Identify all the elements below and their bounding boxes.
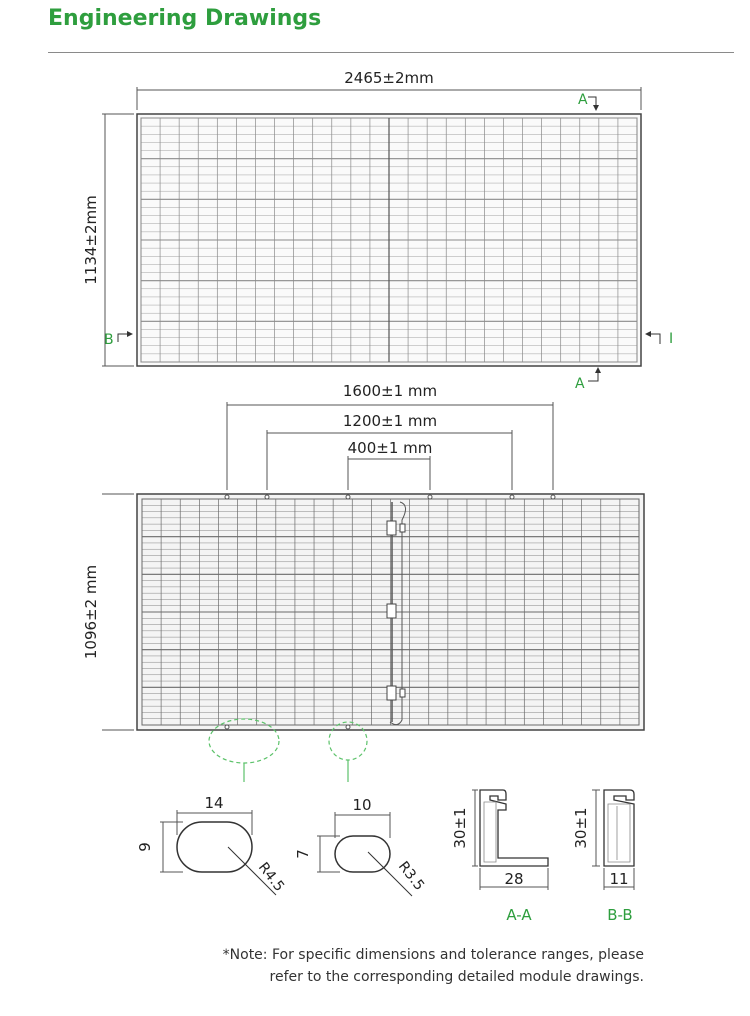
back-height-dimension: 1096±2 mm [82,564,100,660]
back-dimension-middle: 1200±1 mm [342,412,438,430]
section-right-label: I [669,331,674,347]
section-b-label: B [104,332,114,348]
section-a-bottom-label: A [575,376,585,392]
hole-large-width: 14 [204,794,224,812]
section-aa-height: 30±1 [451,807,469,849]
back-dimension-outer: 1600±1 mm [342,382,438,400]
back-view-panel [82,382,644,782]
hole-small-radius: R3.5 [394,858,428,894]
front-view-panel [82,69,673,392]
junction-box-bottom [387,686,396,700]
section-bb-label: B-B [607,906,633,924]
section-bb-width: 11 [609,870,629,888]
front-width-dimension: 2465±2mm [344,69,434,87]
section-a-top-label: A [578,92,588,108]
section-aa [451,790,548,924]
footnote [164,944,644,988]
section-bb-height: 30±1 [572,807,590,849]
footnote-line-1: *Note: For specific dimensions and tolerance ranges, please [222,947,644,963]
hole-large-radius: R4.5 [254,859,288,895]
back-dimension-inner: 400±1 mm [347,439,433,457]
hole-small-width: 10 [352,796,372,814]
page-title: Engineering Drawings [48,6,322,31]
hole-small-height: 7 [294,849,312,859]
junction-box-middle [387,604,396,618]
section-aa-width: 28 [504,870,524,888]
section-bb [572,790,634,924]
front-height-dimension: 1134±2mm [82,195,100,285]
footnote-line-2: refer to the corresponding detailed module drawings. [269,969,644,985]
hole-large-height: 9 [136,842,154,852]
detail-hole-large [136,794,287,895]
junction-box-top [387,521,396,535]
section-aa-label: A-A [506,906,532,924]
detail-hole-small [294,796,427,896]
